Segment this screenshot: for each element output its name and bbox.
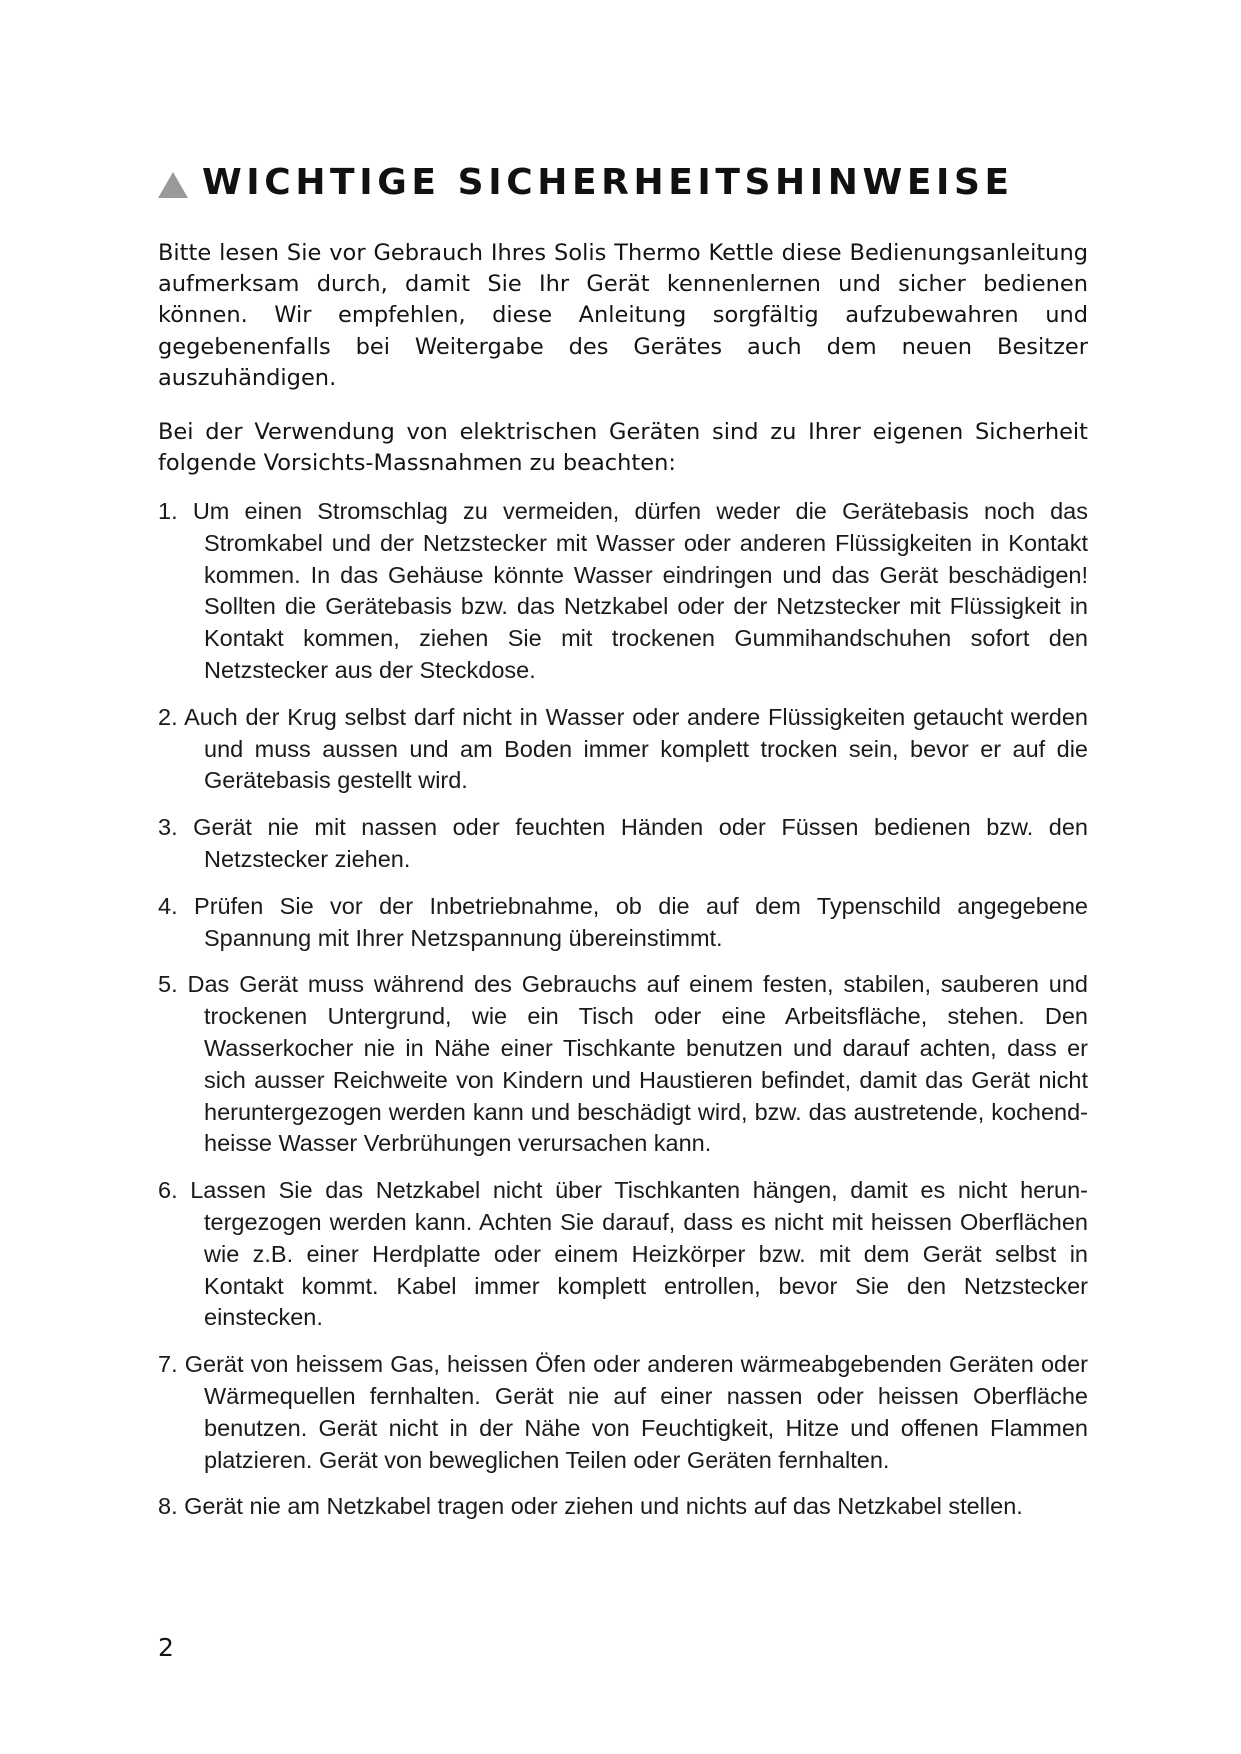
item-number: 1. [158,498,178,524]
safety-instructions-list [158,496,1088,1538]
item-text: Um einen Stromschlag zu vermeiden, dürfen weder die Gerätebasis noch das Stromkabel und der Netzstecker mit Wasser oder anderen Flüssigkeiten in Kontakt kommen. In das Gehäuse könnte Wasser eindringen und das Gerät beschädigen! Sollten die Gerätebasis bzw. das Netzkabel oder der Netzstecker mit Flüssigkeit in Kontakt kommen, ziehen Sie mit trockenen Gummihandschuhen sofort den Netzstecker aus der Steckdose. [192,498,1089,683]
item-number: 6. [158,1177,178,1204]
item-text: Gerät nie mit nassen oder feuchten Händen oder Füssen bedienen bzw. den Netzstecker ziehen. [193,814,1089,872]
list-item [158,1491,1088,1523]
list-item [158,1175,1088,1334]
item-text: Das Gerät muss während des Gebrauchs auf einem festen, stabilen, sauberen und trockenen Untergrund, wie ein Tisch oder eine Arbeitsfläche, stehen. Den Wasserkocher nie in Nähe einer Tischkante benutzen und darauf achten, dass er sich ausser Reichweite von Kindern und Haustieren befindet, damit das Gerät nicht heruntergezogen werden kann und beschädigt wird, bzw. das austretende, kochend-heisse Wasser Verbrühungen verursachen kann. [187,971,1089,1157]
item-text: Gerät nie am Netzkabel tragen oder ziehen und nichts auf das Netzkabel stellen. [184,1493,1023,1520]
list-item [158,891,1088,955]
list-item [158,702,1088,797]
item-text: Prüfen Sie vor der Inbetriebnahme, ob die auf dem Typenschild angegebene Spannung mit Ihrer Netzspannung übereinstimmt. [194,892,1089,951]
page-title [158,162,1014,203]
item-text: Gerät von heissem Gas, heissen Öfen oder anderen wärmeabgebenden Geräten oder Wärmequellen fernhalten. Gerät nie auf einer nassen oder heissen Oberfläche benutzen. Gerät nicht in der Nähe von Feuchtigkeit, Hitze und offenen Flammen platzieren. Gerät von beweglichen Teilen oder Geräten fernhalten. [184,1351,1089,1473]
list-item [158,1349,1088,1476]
list-item [158,969,1088,1160]
item-number: 5. [158,971,178,998]
item-number: 8. [158,1493,178,1520]
page-number: 2 [158,1633,174,1662]
list-item [158,812,1088,876]
list-item [158,496,1088,687]
item-text: Lassen Sie das Netzkabel nicht über Tischkanten hängen, damit es nicht heruntergezogen werden kann. Achten Sie darauf, dass es nicht mit heissen Oberflächen wie z.B. einer Herdplatte oder einem Heizkörper bzw. mit dem Gerät selbst in Kontakt kommt. Kabel immer komplett entrollen, bevor Sie den Netzstecker einstecken. [190,1177,1088,1331]
item-text: Auch der Krug selbst darf nicht in Wasser oder andere Flüssigkeiten getaucht werden und muss aussen und am Boden immer komplett trocken sein, bevor er auf die Gerätebasis gestellt wird. [184,703,1088,794]
item-number: 3. [158,814,178,841]
intro-paragraph-1: Bitte lesen Sie vor Gebrauch Ihres Solis Thermo Kettle diese Bedienungsanleitung aufmerksam durch, damit Sie Ihr Gerät kennenlernen und sicher bedienen können. Wir empfehlen, diese Anleitung sorgfältig aufzubewahren und gegebenenfalls bei Weitergabe des Gerätes auch dem neuen Besitzer auszuhändigen. [158,240,1088,391]
item-number: 4. [158,892,178,919]
item-number: 7. [158,1351,178,1378]
page-title-text: WICHTIGE SICHERHEITSHINWEISE [202,162,1014,203]
warning-triangle-icon [158,172,188,198]
intro-paragraph-2: Bei der Verwendung von elektrischen Geräten sind zu Ihrer eigenen Sicherheit folgende Vorsichts-Massnahmen zu beachten: [158,419,1088,477]
item-number: 2. [158,703,178,730]
